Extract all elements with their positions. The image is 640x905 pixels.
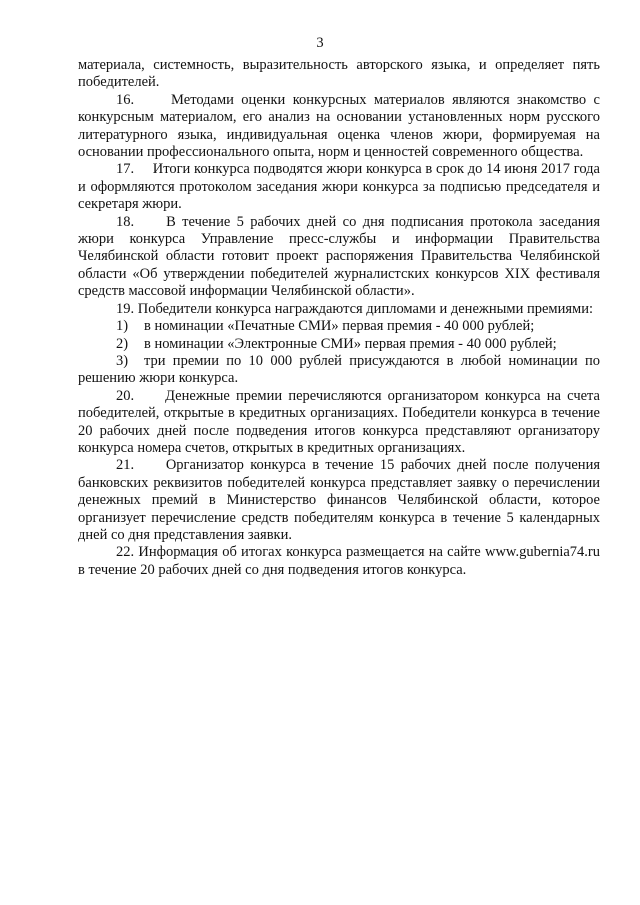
paragraph-19: 19. Победители конкурса награждаются дипломами и денежными премиями: [116, 300, 593, 317]
list-item-number: 3) [116, 352, 129, 369]
document-body [78, 57, 600, 579]
paragraph-15-continuation: материала, системность, выразительность авторского языка, и определяет пять победителей. [78, 57, 600, 91]
page-number: 3 [316, 35, 324, 51]
paragraph-21: 21. Организатор конкурса в течение 15 рабочих дней после получения банковских реквизитов победителей конкурса представляет заявку о перечислении денежных премий в Министерство финансов Челябинской области, которое организует перечисление средств победителям конкурса в течение 5 календарных дней со дня представления заявки. [78, 457, 600, 543]
list-item-text: в номинации «Электронные СМИ» первая премия - 40 000 рублей; [144, 335, 557, 352]
list-item [78, 353, 600, 388]
list-item [78, 336, 600, 353]
list-item-number: 1) [116, 318, 129, 335]
list-item-text: три премии по 10 000 рублей присуждаются в любой номинации по решению жюри конкурса. [78, 352, 600, 387]
paragraph-20: 20. Денежные премии перечисляются организатором конкурса на счета победителей, открытые в кредитных организациях. Победители конкурса в течение 20 рабочих дней после подведения итогов конкурса представляют организатору конкурса номера счетов, открытых в кредитных организациях. [78, 387, 600, 456]
paragraph-18: 18. В течение 5 рабочих дней со дня подписания протокола заседания жюри конкурса Управление пресс-службы и информации Правительства Челябинской области готовит проект распоряжения Правительства Челябинской области «Об утверждении победителей журналистских конкурсов XIX фестиваля средств массовой информации Челябинской области». [78, 213, 600, 300]
paragraph-16: 16. Методами оценки конкурсных материалов являются знакомство с конкурсным материалом, его анализ на основании установленных норм русского литературного языка, индивидуальная оценка членов жюри, формируемая на основании профессионального опыта, норм и ценностей современного общества. [78, 91, 600, 161]
list-item-text: в номинации «Печатные СМИ» первая премия - 40 000 рублей; [144, 318, 535, 335]
list-item [78, 318, 600, 335]
paragraph-17: 17. Итоги конкурса подводятся жюри конкурса в срок до 14 июня 2017 года и оформляются протоколом заседания жюри конкурса за подписью председателя и секретаря жюри. [78, 161, 600, 213]
paragraph-22: 22. Информация об итогах конкурса размещается на сайте www.gubernia74.ru в течение 20 рабочих дней со дня подведения итогов конкурса. [78, 544, 600, 578]
list-item-number: 2) [116, 335, 129, 352]
